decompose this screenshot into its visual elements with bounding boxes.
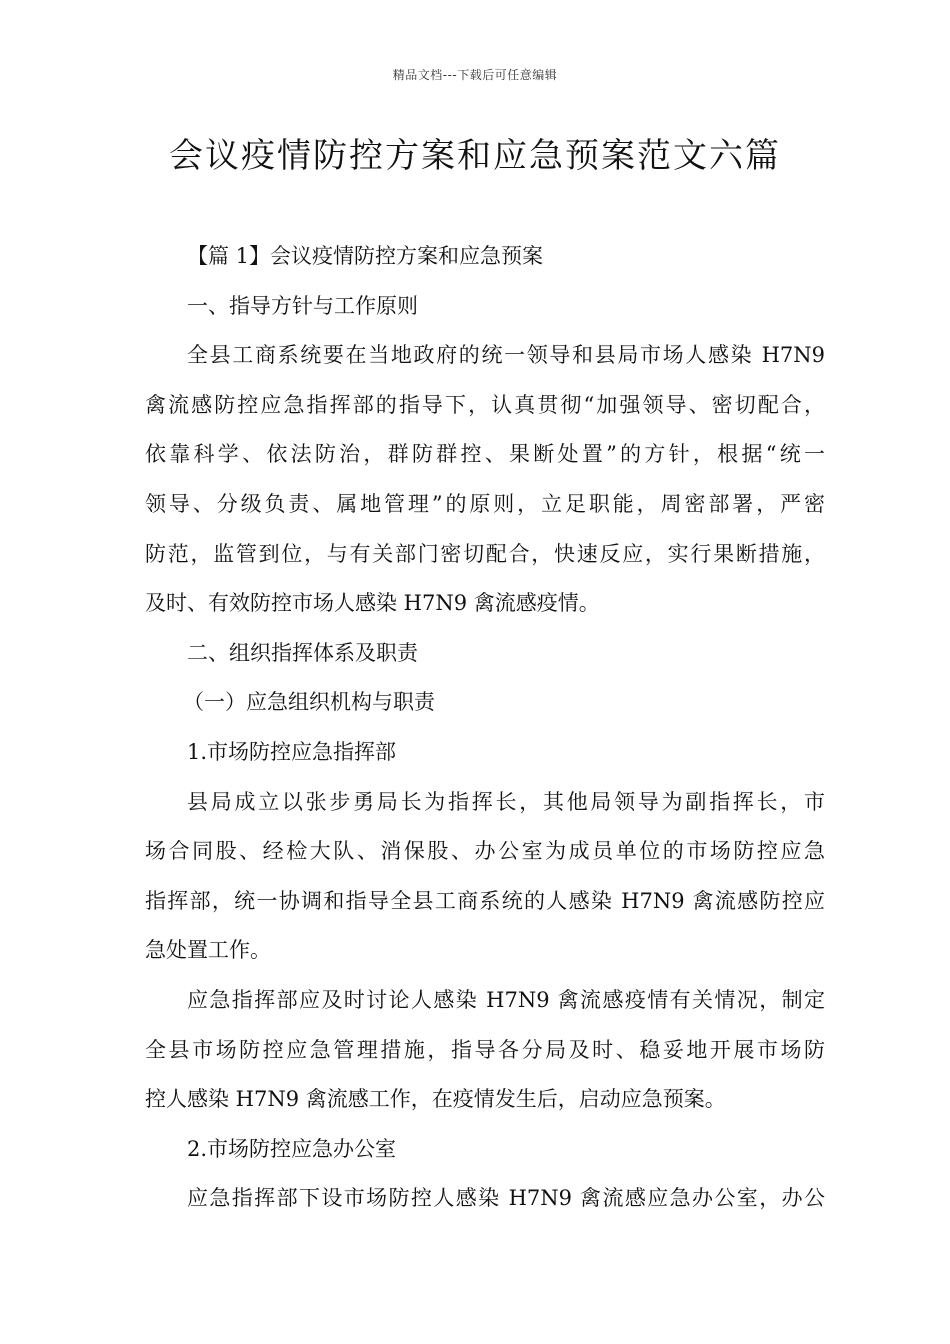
paragraph-line: 禽流感防控应急指挥部的指导下，认真贯彻“加强领导、密切配合， [145,392,825,417]
paragraph-line: 及时、有效防控市场人感染 H7N9 禽流感疫情。 [145,591,600,616]
paragraph-line: 控人感染 H7N9 禽流感工作，在疫情发生后，启动应急预案。 [145,1087,726,1112]
paragraph-line: 领导、分级负责、属地管理”的原则，立足职能，周密部署，严密 [145,491,825,516]
header-note: 精品文档---下载后可任意编辑 [392,68,558,82]
subheading: 一、指导方针与工作原则 [187,293,418,318]
subheading: 二、组织指挥体系及职责 [187,640,418,665]
paragraph-line: 县局成立以张步勇局长为指挥长，其他局领导为副指挥长，市 [187,789,825,814]
document-title: 会议疫情防控方案和应急预案范文六篇 [169,136,781,176]
paragraph-line: 指挥部，统一协调和指导全县工商系统的人感染 H7N9 禽流感防控应 [145,888,825,913]
paragraph-line: 全县工商系统要在当地政府的统一领导和县局市场人感染 H7N9 [187,343,825,368]
document-body [145,232,825,1224]
section-heading: 【篇 1】会议疫情防控方案和应急预案 [187,244,544,268]
paragraph-line: 应急指挥部应及时讨论人感染 H7N9 禽流感疫情有关情况，制定 [187,987,825,1012]
paragraph-line: 防范，监管到位，与有关部门密切配合，快速反应，实行果断措施， [145,541,825,566]
subheading: （一）应急组织机构与职责 [183,690,435,715]
subheading: 2.市场防控应急办公室 [187,1136,397,1161]
paragraph-line: 急处置工作。 [145,938,271,963]
subheading: 1.市场防控应急指挥部 [187,739,397,764]
paragraph-line: 应急指挥部下设市场防控人感染 H7N9 禽流感应急办公室，办公 [187,1186,825,1211]
paragraph-line: 场合同股、经检大队、消保股、办公室为成员单位的市场防控应急 [145,839,825,864]
paragraph-line: 依靠科学、依法防治，群防群控、果断处置”的方针，根据“统一 [145,442,825,467]
paragraph-line: 全县市场防控应急管理措施，指导各分局及时、稳妥地开展市场防 [145,1037,825,1062]
